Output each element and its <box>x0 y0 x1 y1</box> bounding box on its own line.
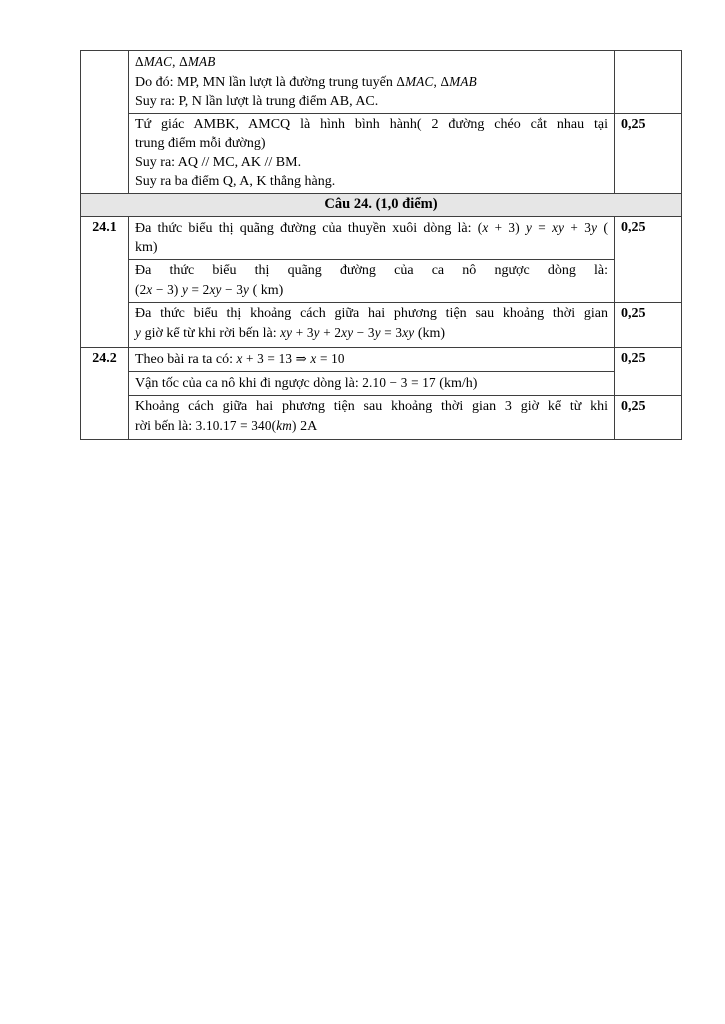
row-24-2-b <box>81 372 682 396</box>
math-expression: ΔMAC, ΔMAB <box>135 54 216 69</box>
text-line <box>135 172 608 191</box>
row-24-1-c <box>81 303 682 348</box>
points-cell <box>615 348 682 396</box>
answer-text: 2A <box>296 419 318 434</box>
answer-text: Đa thức biểu thị khoảng cách giữa hai phương tiện sau khoảng thời gian <box>135 306 608 321</box>
text-line <box>135 52 608 72</box>
answer-text: km) <box>135 240 158 255</box>
answer-text: Theo bài ra ta có: <box>135 352 237 367</box>
answer-text: Đa thức biểu thị quãng đường của thuyền xuôi dòng là: <box>135 221 478 236</box>
math-expression: (x + 3) y = xy + 3y <box>477 220 598 235</box>
prev-answer-cell-1 <box>129 51 615 114</box>
answer-cell-24-1-c <box>129 303 615 348</box>
text-line <box>135 115 608 134</box>
prev-answer-cell-2 <box>129 114 615 194</box>
points-value: 0,25 <box>621 306 646 321</box>
points-cell <box>615 303 682 348</box>
points-value: 0,25 <box>621 117 646 132</box>
row-24-2-a <box>81 348 682 372</box>
row-prev-2 <box>81 114 682 194</box>
text-line <box>135 304 608 323</box>
answer-text: Tứ giác AMBK, AMCQ là hình bình hành( 2 đường chéo cắt nhau tại <box>135 117 608 132</box>
row-24-2-c <box>81 396 682 440</box>
text-line <box>135 323 608 343</box>
section-header-cell <box>81 194 682 217</box>
text-line <box>135 416 608 436</box>
text-line <box>135 134 608 153</box>
points-cell <box>615 396 682 440</box>
answer-text: Do đó: MP, MN lần lượt là đường trung tuyến <box>135 75 397 90</box>
answer-text: ( <box>597 221 608 236</box>
answer-text: trung điểm mỗi đường) <box>135 136 266 151</box>
answer-text: ( km) <box>249 283 284 298</box>
math-expression: (2x − 3) y = 2xy − 3y <box>135 282 250 297</box>
answer-text: (km) <box>414 326 446 341</box>
points-cell <box>615 114 682 194</box>
text-line <box>135 92 608 111</box>
answer-cell-24-2-a <box>129 348 615 372</box>
points-value: 0,25 <box>621 351 646 366</box>
text-line <box>135 373 608 393</box>
points-cell-empty <box>615 51 682 114</box>
row-prev-1 <box>81 51 682 114</box>
math-expression: y <box>135 325 142 340</box>
question-number: 24.1 <box>92 220 117 235</box>
text-line <box>135 261 608 280</box>
answer-cell-24-2-b <box>129 372 615 396</box>
answer-cell-24-1-b <box>129 260 615 303</box>
points-value: 0,25 <box>621 399 646 414</box>
section-header-title: Câu 24. (1,0 điểm) <box>324 196 438 212</box>
text-line <box>135 153 608 172</box>
answer-text: Khoảng cách giữa hai phương tiện sau khoảng thời gian 3 giờ kể từ khi <box>135 399 608 414</box>
text-line <box>135 349 608 369</box>
math-expression: ΔMAC, ΔMAB <box>396 74 477 89</box>
text-line <box>135 72 608 92</box>
text-line <box>135 238 608 257</box>
answer-text: rời bến là: <box>135 419 196 434</box>
answer-text: (km/h) <box>435 376 478 391</box>
prev-question-number-cell <box>81 51 129 194</box>
math-expression: x + 3 = 13 ⇒ x = 10 <box>236 351 345 366</box>
points-value: 0,25 <box>621 220 646 235</box>
answer-text: giờ kể từ khi rời bến là: <box>141 326 281 341</box>
answer-text: Vận tốc của ca nô khi đi ngược dòng là: <box>135 376 363 391</box>
answer-cell-24-2-c <box>129 396 615 440</box>
answer-text: Suy ra: AQ // MC, AK // BM. <box>135 155 302 170</box>
row-24-1-b <box>81 260 682 303</box>
text-line <box>135 218 608 238</box>
answer-text: Đa thức biểu thị quãng đường của ca nô ngược dòng là: <box>135 263 608 278</box>
math-expression: xy + 3y + 2xy − 3y = 3xy <box>280 325 415 340</box>
text-line <box>135 280 608 300</box>
points-cell <box>615 217 682 303</box>
math-expression: 2.10 − 3 = 17 <box>362 375 436 390</box>
answer-text: Suy ra ba điểm Q, A, K thẳng hàng. <box>135 174 336 189</box>
math-expression: 3.10.17 = 340(km) <box>195 418 297 433</box>
row-24-1-a <box>81 217 682 260</box>
answer-key-table <box>80 50 682 440</box>
answer-cell-24-1-a <box>129 217 615 260</box>
answer-text: Suy ra: P, N lần lượt là trung điểm AB, AC. <box>135 94 379 109</box>
text-line <box>135 397 608 416</box>
question-number-cell-24-2 <box>81 348 129 440</box>
question-number-cell-24-1 <box>81 217 129 348</box>
question-number: 24.2 <box>92 351 117 366</box>
row-section-header <box>81 194 682 217</box>
